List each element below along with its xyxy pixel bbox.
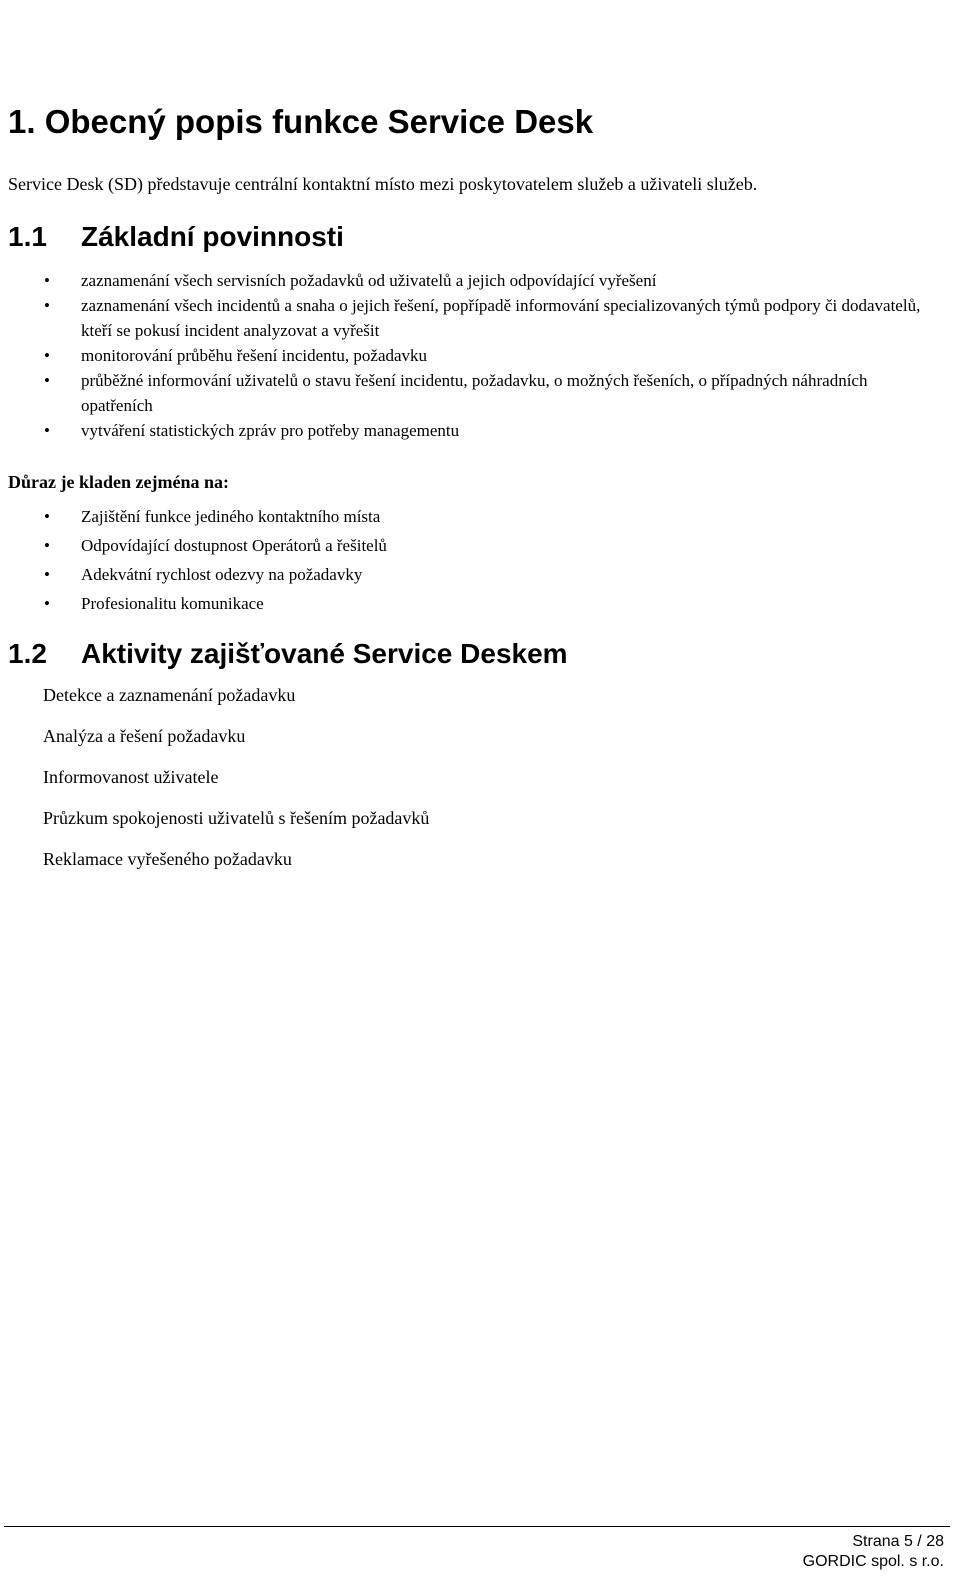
list-item: Informovanost uživatele <box>43 767 219 787</box>
list-item: Analýza a řešení požadavku <box>43 726 246 746</box>
list-item <box>0 368 941 418</box>
list-item-text: průběžné informování uživatelů o stavu řešení incidentu, požadavku, o možných řešeních, o případných náhradních opatřeních <box>81 371 868 415</box>
list-item <box>0 531 941 560</box>
footer-divider <box>4 1526 950 1527</box>
list-item-text: zaznamenání všech incidentů a snaha o jejich řešení, popřípadě informování specializovaných týmů podpory či dodavatelů, kteří se pokusí incident analyzovat a vyřešit <box>81 296 921 340</box>
list-item <box>0 560 941 589</box>
list-item <box>0 589 941 618</box>
list-item-text: monitorování průběhu řešení incidentu, požadavku <box>81 346 428 365</box>
bullet-icon: • <box>44 346 50 365</box>
section-1-1-title: Základní povinnosti <box>81 221 344 252</box>
list-item-text: Adekvátní rychlost odezvy na požadavky <box>81 565 363 584</box>
list-item-text: Zajištění funkce jediného kontaktního místa <box>81 507 381 526</box>
section-1-1-number: 1.1 <box>8 221 47 252</box>
emphasis-list <box>0 502 941 618</box>
bullet-icon: • <box>44 536 50 555</box>
bullet-icon: • <box>44 594 50 613</box>
bullet-icon: • <box>44 271 50 290</box>
list-item <box>0 502 941 531</box>
bullet-icon: • <box>44 421 50 440</box>
page-number: Strana 5 / 28 <box>852 1533 944 1550</box>
list-item <box>0 268 941 293</box>
section-1-2-number: 1.2 <box>8 638 47 669</box>
bullet-icon: • <box>44 296 50 315</box>
section-1-intro: Service Desk (SD) představuje centrální kontaktní místo mezi poskytovatelem služeb a uživateli služeb. <box>8 174 758 194</box>
emphasis-label: Důraz je kladen zejména na: <box>8 472 229 492</box>
list-item-text: zaznamenání všech servisních požadavků od uživatelů a jejich odpovídající vyřešení <box>81 271 657 290</box>
list-item: Detekce a zaznamenání požadavku <box>43 685 296 705</box>
list-item-text: vytváření statistických zpráv pro potřeby managementu <box>81 421 460 440</box>
list-item <box>0 293 941 343</box>
bullet-icon: • <box>44 371 50 390</box>
section-1-title: 1. Obecný popis funkce Service Desk <box>8 103 594 140</box>
section-1-2-heading <box>8 637 568 671</box>
bullet-icon: • <box>44 565 50 584</box>
list-item: Reklamace vyřešeného požadavku <box>43 849 292 869</box>
list-item <box>0 343 941 368</box>
section-1-1-heading <box>8 220 344 254</box>
list-item: Průzkum spokojenosti uživatelů s řešením požadavků <box>43 808 430 828</box>
page-footer <box>803 1532 944 1572</box>
list-item-text: Odpovídající dostupnost Operátorů a řešitelů <box>81 536 387 555</box>
list-item-text: Profesionalitu komunikace <box>81 594 264 613</box>
duties-list <box>0 268 941 443</box>
bullet-icon: • <box>44 507 50 526</box>
list-item <box>0 418 941 443</box>
section-1-2-title: Aktivity zajišťované Service Deskem <box>81 638 568 669</box>
activities-list <box>43 683 429 888</box>
company-name: GORDIC spol. s r.o. <box>802 1553 944 1570</box>
